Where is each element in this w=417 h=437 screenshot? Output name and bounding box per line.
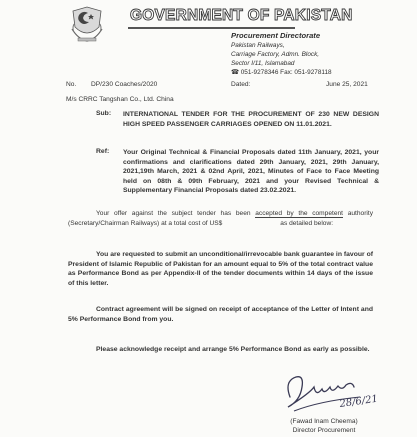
handwritten-signature — [280, 367, 390, 419]
acceptance-text: Your offer against the subject tender has been — [96, 210, 256, 217]
contract-paragraph — [68, 305, 373, 324]
phone-fax-line: ☎ 051-9278346 Fax: 051-9278118 — [231, 69, 332, 76]
signatory-designation: Director Procurement — [292, 426, 356, 434]
acceptance-underlined-text: accepted by the competent — [255, 210, 344, 217]
office-line: Pakistan Railways, — [231, 42, 285, 49]
addressee: M/s CRRC Tangshan Co., Ltd. China — [66, 96, 174, 103]
letter-date: June 25, 2021 — [326, 81, 368, 88]
reference-text: Your Original Technical & Financial Proposals dated 11th January, 2021, your confirmations and clarifications dated 29th January, 2021, 29th January, 2021,19th March, 2021 & 02nd April, 2021, Minutes of Face to Face Meeting held on 08th & 09th February, 2021 and your Revised Technical & Supplementary Financial Proposals dated 23.02.2021. — [123, 149, 379, 195]
signatory-block — [285, 418, 363, 435]
letter-number-label: No. — [66, 81, 77, 88]
contract-text: Contract agreement will be signed on receipt of acceptance of the Letter of Intent and 5% Performance Bond from you. — [68, 306, 373, 323]
performance-bond-paragraph — [68, 250, 373, 288]
government-title: GOVERNMENT OF PAKISTAN — [130, 7, 353, 24]
subject-text: INTERNATIONAL TENDER FOR THE PROCUREMENT OF 230 NEW DESIGN HIGH SPEED PASSENGER CARRIAGES OPENED ON 11.01.2021. — [123, 111, 379, 128]
reference-label: Ref: — [96, 148, 110, 155]
dated-label: Dated: — [231, 81, 251, 88]
signatory-name: (Fawad Inam Cheema) — [290, 418, 358, 425]
signature-date: 28/6/21 — [338, 393, 379, 410]
letter-number: DP/230 Coaches/2020 — [91, 81, 158, 88]
directorate-name: Procurement Directorate — [231, 31, 321, 40]
acceptance-paragraph — [68, 209, 373, 228]
office-line: Sector I/11, Islamabad — [231, 60, 295, 67]
title-rule — [128, 27, 295, 29]
acknowledge-text: Please acknowledge receipt and arrange 5% Performance Bond as early as possible. — [96, 346, 370, 353]
acknowledge-paragraph — [68, 345, 373, 355]
acceptance-tail-text: as detailed below: — [280, 219, 334, 227]
acceptance-cost-text: authority (Secretary/Chairman Railways) at a total cost of US$ — [68, 210, 373, 227]
office-address-block — [231, 31, 332, 77]
subject-label: Sub: — [96, 110, 112, 117]
office-line: Carriage Factory, Admn. Block, — [231, 51, 320, 58]
performance-bond-text: You are requested to submit an unconditional/irrevocable bank guarantee in favour of President of Islamic Republic of Pakistan for an amount equal to 5% of the total contract value as Performance Bond as per Appendix-II of the tender documents within 14 days of the issue of this letter. — [68, 251, 373, 287]
state-emblem-icon — [70, 5, 104, 43]
